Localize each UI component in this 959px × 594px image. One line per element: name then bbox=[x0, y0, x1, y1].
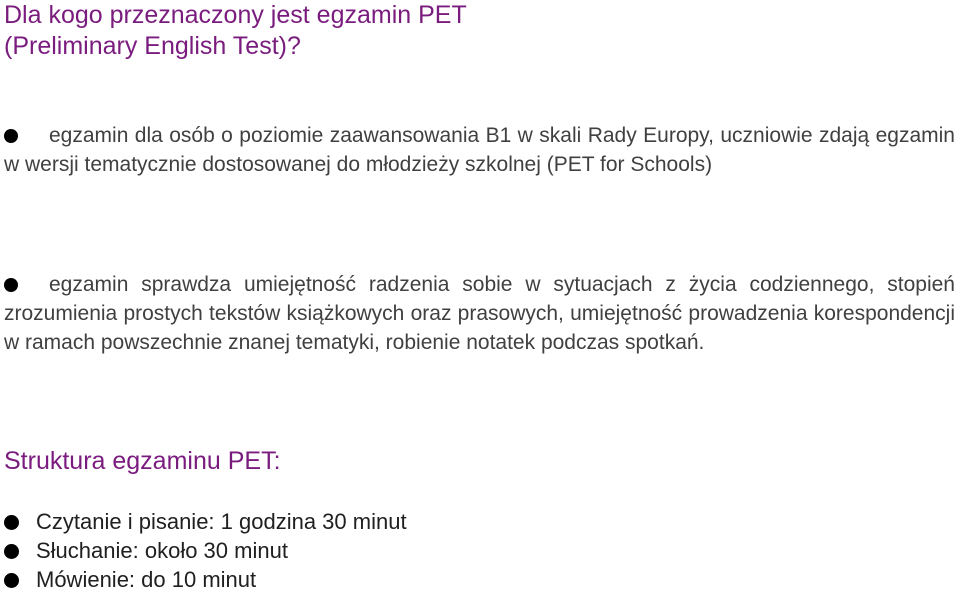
description-paragraph-2 bbox=[4, 270, 955, 357]
description-text-1: egzamin dla osób o poziomie zaawansowania B1 w skali Rady Europy, uczniowie zdają egzamin w wersji tematycznie dostosowanej do młodzieży szkolnej (PET for Schools) bbox=[4, 124, 955, 176]
bullet-dot-icon bbox=[4, 515, 19, 530]
page-title bbox=[4, 0, 467, 62]
list-item bbox=[4, 536, 407, 565]
exam-structure-list bbox=[4, 507, 407, 594]
description-text-2: egzamin sprawdza umiejętność radzenia sobie w sytuacjach z życia codziennego, stopień zrozumienia prostych tekstów książkowych oraz prasowych, umiejętność prowadzenia korespondencji w ramach powszechnie znanej tematyki, robienie notatek podczas spotkań. bbox=[4, 273, 955, 354]
page-title-line-2: (Preliminary English Test)? bbox=[4, 32, 301, 60]
list-item-text: Mówienie: do 10 minut bbox=[36, 567, 257, 592]
list-item bbox=[4, 507, 407, 536]
list-item-text: Słuchanie: około 30 minut bbox=[36, 538, 288, 563]
list-item-text: Czytanie i pisanie: 1 godzina 30 minut bbox=[36, 509, 407, 534]
section-title: Struktura egzaminu PET: bbox=[4, 447, 281, 475]
description-paragraph-1 bbox=[4, 121, 955, 179]
bullet-dot-icon bbox=[4, 129, 18, 143]
list-item bbox=[4, 565, 407, 594]
bullet-dot-icon bbox=[4, 573, 19, 588]
bullet-dot-icon bbox=[4, 278, 18, 292]
page-title-line-1: Dla kogo przeznaczony jest egzamin PET bbox=[4, 1, 467, 29]
bullet-dot-icon bbox=[4, 544, 19, 559]
